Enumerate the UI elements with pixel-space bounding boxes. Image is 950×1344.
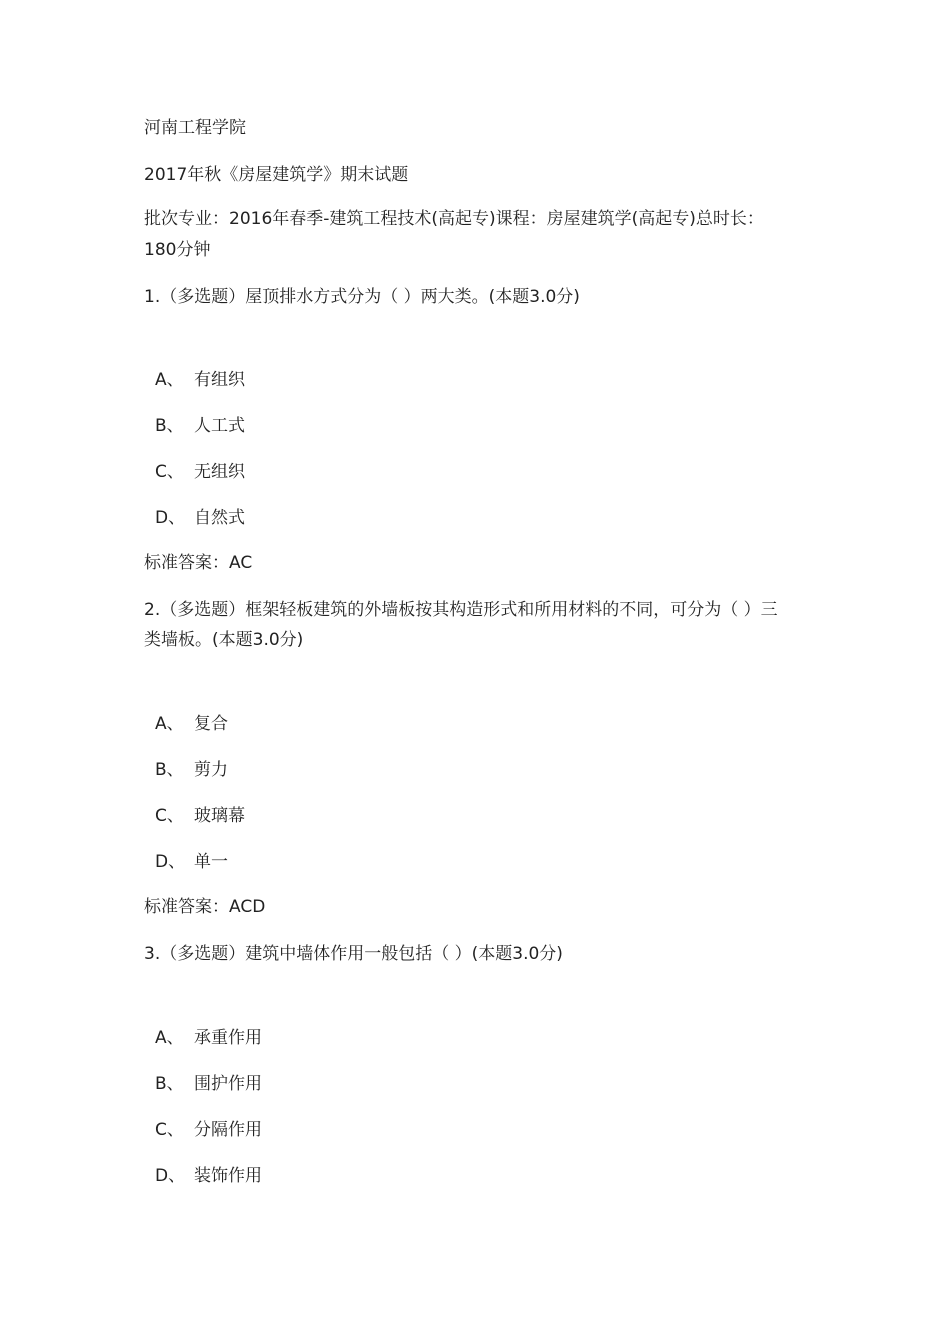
q2-option-a-letter: A、 — [155, 714, 184, 734]
q1-option-b-text: 人工式 — [194, 416, 245, 436]
q1-answer: 标准答案：AC — [144, 553, 253, 573]
q2-option-b-text: 剪力 — [194, 760, 228, 780]
question-2-stem-line-2: 类墙板。(本题3.0分) — [144, 630, 304, 650]
q3-option-a-letter: A、 — [155, 1028, 184, 1048]
q1-option-b-letter: B、 — [155, 416, 184, 436]
q1-option-a-letter: A、 — [155, 370, 184, 390]
q3-option-c-text: 分隔作用 — [194, 1120, 262, 1140]
q1-option-d-text: 自然式 — [194, 508, 245, 528]
q2-option-d-text: 单一 — [194, 852, 228, 872]
q2-option-b-letter: B、 — [155, 760, 184, 780]
exam-meta-line-1: 批次专业：2016年春季-建筑工程技术(高起专)课程：房屋建筑学(高起专)总时长： — [144, 209, 764, 229]
question-2-stem-line-1: 2.（多选题）框架轻板建筑的外墙板按其构造形式和所用材料的不同，可分为（ ）三 — [144, 600, 778, 620]
q3-option-b-text: 围护作用 — [194, 1074, 262, 1094]
question-3-stem: 3.（多选题）建筑中墙体作用一般包括（ ）(本题3.0分) — [144, 944, 563, 964]
q1-option-a-text: 有组织 — [194, 370, 245, 390]
q3-option-d-letter: D、 — [155, 1166, 186, 1186]
q2-option-c-letter: C、 — [155, 806, 184, 826]
q2-answer: 标准答案：ACD — [144, 897, 266, 917]
q2-option-d-letter: D、 — [155, 852, 186, 872]
q3-option-b-letter: B、 — [155, 1074, 184, 1094]
q3-option-a-text: 承重作用 — [194, 1028, 262, 1048]
q3-option-c-letter: C、 — [155, 1120, 184, 1140]
q1-option-c-letter: C、 — [155, 462, 184, 482]
school-name: 河南工程学院 — [144, 118, 246, 138]
exam-title: 2017年秋《房屋建筑学》期末试题 — [144, 165, 409, 185]
q1-option-c-text: 无组织 — [194, 462, 245, 482]
exam-meta-line-2: 180分钟 — [144, 240, 211, 260]
q2-option-a-text: 复合 — [194, 714, 228, 734]
q3-option-d-text: 装饰作用 — [194, 1166, 262, 1186]
q2-option-c-text: 玻璃幕 — [194, 806, 245, 826]
question-1-stem: 1.（多选题）屋顶排水方式分为（ ）两大类。(本题3.0分) — [144, 287, 580, 307]
q1-option-d-letter: D、 — [155, 508, 186, 528]
